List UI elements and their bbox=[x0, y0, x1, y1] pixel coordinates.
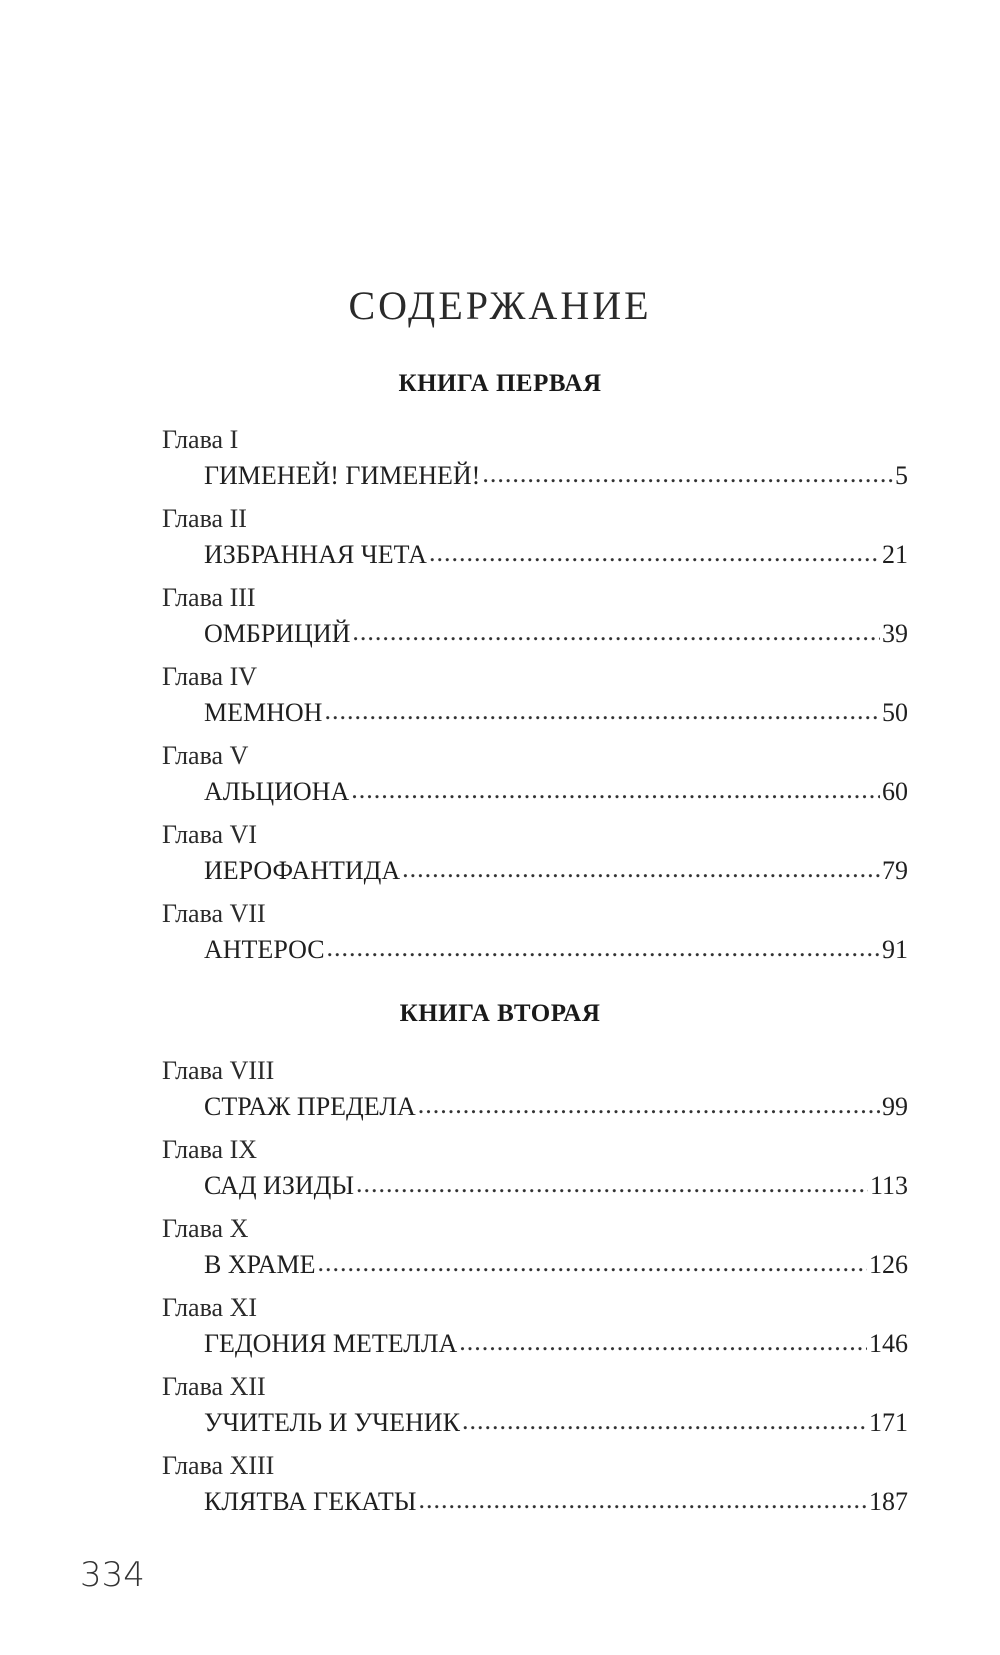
toc-line bbox=[204, 540, 908, 570]
dot-leader bbox=[402, 854, 880, 884]
toc-list-book-one bbox=[162, 425, 908, 978]
dot-leader bbox=[327, 933, 880, 963]
toc-line bbox=[204, 619, 908, 649]
chapter-label: Глава XIII bbox=[162, 1451, 275, 1480]
dot-leader bbox=[318, 1248, 867, 1278]
toc-line bbox=[204, 1408, 908, 1438]
toc-entry bbox=[162, 583, 908, 662]
chapter-title: ГЕДОНИЯ МЕТЕЛЛА bbox=[204, 1329, 458, 1358]
chapter-label: Глава XI bbox=[162, 1293, 257, 1322]
chapter-label: Глава IX bbox=[162, 1135, 257, 1164]
chapter-label: Глава VIII bbox=[162, 1056, 275, 1085]
toc-entry bbox=[162, 1135, 908, 1214]
dot-leader bbox=[429, 538, 880, 568]
page-number: 5 bbox=[895, 461, 908, 490]
dot-leader bbox=[418, 1485, 867, 1515]
page-number: 39 bbox=[882, 619, 908, 648]
toc-entry bbox=[162, 741, 908, 820]
toc-line bbox=[204, 698, 908, 728]
page-number: 50 bbox=[882, 698, 908, 727]
chapter-title: ИЕРОФАНТИДА bbox=[204, 856, 401, 885]
chapter-title: СТРАЖ ПРЕДЕЛА bbox=[204, 1092, 416, 1121]
toc-line bbox=[204, 777, 908, 807]
chapter-title: ИЗБРАННАЯ ЧЕТА bbox=[204, 540, 427, 569]
dot-leader bbox=[459, 1327, 867, 1357]
chapter-title: АЛЬЦИОНА bbox=[204, 777, 350, 806]
toc-entry bbox=[162, 1451, 908, 1530]
toc-entry bbox=[162, 425, 908, 504]
toc-line bbox=[204, 935, 908, 965]
chapter-title: ГИМЕНЕЙ! ГИМЕНЕЙ! bbox=[204, 461, 481, 490]
page-number: 187 bbox=[869, 1487, 908, 1516]
chapter-label: Глава IV bbox=[162, 662, 257, 691]
page-number: 91 bbox=[882, 935, 908, 964]
toc-entry bbox=[162, 662, 908, 741]
toc-entry bbox=[162, 1372, 908, 1451]
page-folio-number: 334 bbox=[80, 1555, 145, 1595]
chapter-title: УЧИТЕЛЬ И УЧЕНИК bbox=[204, 1408, 460, 1437]
page-number: 79 bbox=[882, 856, 908, 885]
chapter-title: КЛЯТВА ГЕКАТЫ bbox=[204, 1487, 417, 1516]
page-title: СОДЕРЖАНИЕ bbox=[348, 283, 652, 328]
page-number: 171 bbox=[869, 1408, 908, 1437]
chapter-title: САД ИЗИДЫ bbox=[204, 1171, 355, 1200]
toc-line bbox=[204, 1487, 908, 1517]
chapter-label: Глава I bbox=[162, 425, 239, 454]
dot-leader bbox=[352, 617, 880, 647]
chapter-label: Глава V bbox=[162, 741, 249, 770]
toc-line bbox=[204, 1329, 908, 1359]
dot-leader bbox=[462, 1406, 867, 1436]
chapter-label: Глава II bbox=[162, 504, 247, 533]
toc-list-book-two bbox=[162, 1056, 908, 1530]
toc-entry bbox=[162, 1056, 908, 1135]
book-heading-first: КНИГА ПЕРВАЯ bbox=[398, 370, 602, 397]
dot-leader bbox=[356, 1169, 868, 1199]
toc-line bbox=[204, 1092, 908, 1122]
toc-entry bbox=[162, 1293, 908, 1372]
book-heading-second: КНИГА ВТОРАЯ bbox=[399, 1000, 601, 1027]
chapter-label: Глава VII bbox=[162, 899, 266, 928]
toc-entry bbox=[162, 820, 908, 899]
page-number: 60 bbox=[882, 777, 908, 806]
chapter-label: Глава XII bbox=[162, 1372, 266, 1401]
toc-line bbox=[204, 1171, 908, 1201]
toc-line bbox=[204, 1250, 908, 1280]
toc-entry bbox=[162, 504, 908, 583]
dot-leader bbox=[482, 459, 893, 489]
dot-leader bbox=[351, 775, 880, 805]
page-number: 146 bbox=[869, 1329, 908, 1358]
page-number: 113 bbox=[869, 1171, 908, 1200]
chapter-label: Глава X bbox=[162, 1214, 249, 1243]
page-number: 21 bbox=[882, 540, 908, 569]
chapter-title: МЕМНОН bbox=[204, 698, 323, 727]
toc-line bbox=[204, 461, 908, 491]
chapter-title: АНТЕРОС bbox=[204, 935, 325, 964]
page-number: 126 bbox=[869, 1250, 908, 1279]
toc-entry bbox=[162, 899, 908, 978]
page-number: 99 bbox=[882, 1092, 908, 1121]
dot-leader bbox=[324, 696, 880, 726]
chapter-title: ОМБРИЦИЙ bbox=[204, 619, 351, 648]
dot-leader bbox=[418, 1090, 880, 1120]
chapter-label: Глава VI bbox=[162, 820, 257, 849]
chapter-label: Глава III bbox=[162, 583, 256, 612]
toc-entry bbox=[162, 1214, 908, 1293]
toc-line bbox=[204, 856, 908, 886]
chapter-title: В ХРАМЕ bbox=[204, 1250, 316, 1279]
